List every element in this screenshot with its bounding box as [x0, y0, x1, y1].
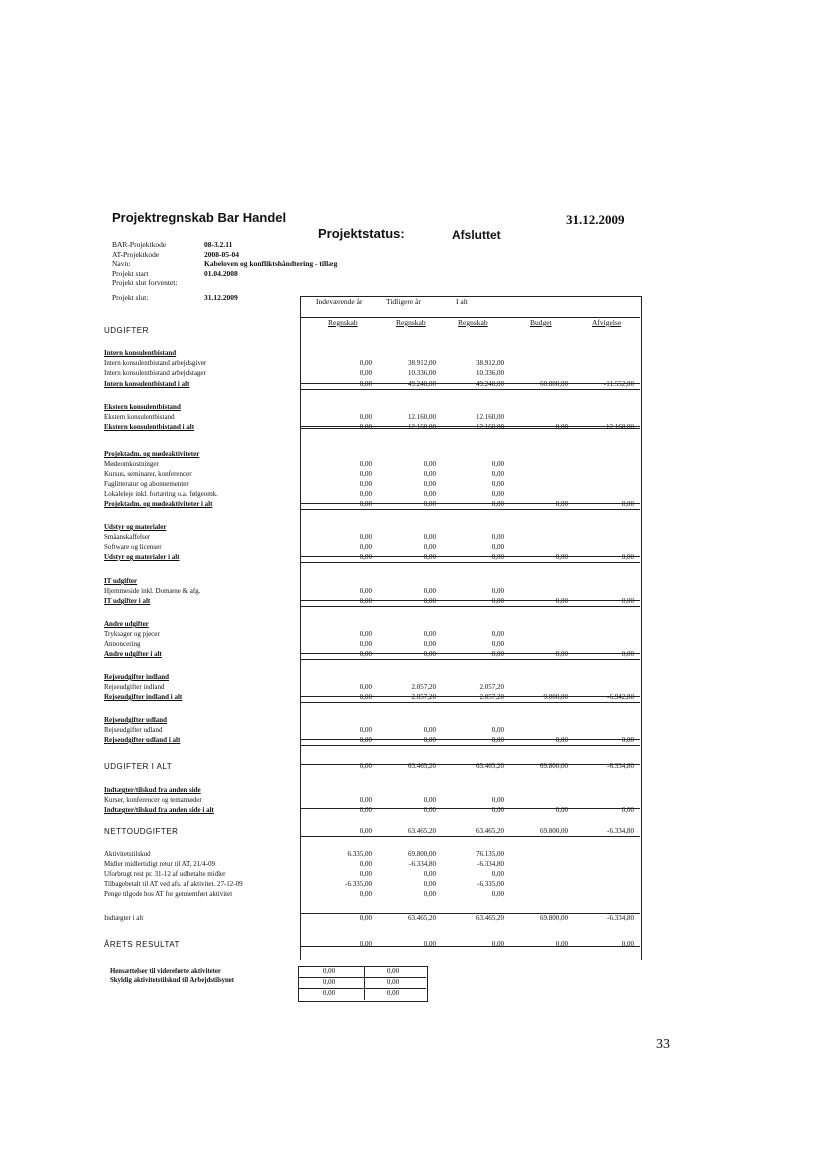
footer-box-value: 0,00 [322, 967, 336, 975]
row-value: -6.335,00 [345, 880, 372, 888]
row-value: 0,00 [491, 543, 504, 551]
column-header-top: Indeværende år [316, 297, 363, 306]
row-value: 63.465,20 [476, 762, 504, 770]
row-value: 0,00 [359, 650, 372, 658]
row-value: 0,00 [359, 640, 372, 648]
row-label: Rejseudgifter udland i alt [104, 736, 181, 744]
meta-label: Navn: [112, 259, 131, 268]
row-value: 0,00 [359, 762, 372, 770]
row-label: Udstyr og materialer i alt [104, 553, 180, 561]
row-label: UDGIFTER I ALT [104, 762, 173, 771]
row-value: 0,00 [359, 796, 372, 804]
row-value: 0,00 [491, 470, 504, 478]
row-value: 9.000,00 [543, 693, 568, 701]
row-label: Tryksager og pjecer [104, 630, 160, 638]
table-rule [300, 317, 640, 318]
row-value: 0,00 [491, 480, 504, 488]
row-value: -11.552,00 [603, 380, 634, 388]
row-value: 0,00 [359, 553, 372, 561]
table-rule [300, 426, 640, 427]
row-value: 0,00 [621, 500, 634, 508]
table-rule [300, 296, 640, 297]
row-value: 60.800,00 [540, 380, 568, 388]
table-rule [300, 696, 640, 697]
row-value: 63.465,20 [408, 827, 436, 835]
row-label: Rejseudgifter udland [104, 726, 163, 734]
row-value: 49.248,00 [476, 380, 504, 388]
row-value: 0,00 [555, 940, 568, 948]
document-date: 31.12.2009 [566, 212, 625, 227]
row-value: 0,00 [491, 806, 504, 814]
row-value: 0,00 [491, 736, 504, 744]
meta-label: Projekt start [112, 269, 149, 278]
row-label: Rejseudgifter udland [104, 716, 168, 724]
row-value: 12.160,00 [408, 413, 436, 421]
row-value: 0,00 [621, 736, 634, 744]
project-status-value: Afsluttet [452, 228, 501, 242]
row-value: 0,00 [423, 796, 436, 804]
row-value: 0,00 [359, 630, 372, 638]
row-value: 0,00 [359, 860, 372, 868]
row-value: 49.248,00 [408, 380, 436, 388]
row-label: Annoncering [104, 640, 141, 648]
row-value: 0,00 [423, 533, 436, 541]
row-value: 0,00 [491, 870, 504, 878]
row-value: 0,00 [621, 940, 634, 948]
row-label: Indtægter i alt [104, 914, 144, 922]
column-header: Regnskab [328, 318, 358, 327]
row-label: Kurser, konferencer og temamøder [104, 796, 202, 804]
row-value: 0,00 [359, 380, 372, 388]
row-label: Rejseudgifter indland [104, 673, 170, 681]
row-value: 0,00 [491, 533, 504, 541]
row-value: 0,00 [359, 827, 372, 835]
row-label: UDGIFTER [104, 326, 149, 335]
table-rule [300, 383, 640, 384]
row-value: 0,00 [423, 460, 436, 468]
row-value: 0,00 [555, 736, 568, 744]
row-value: 69.800,00 [540, 762, 568, 770]
row-value: 0,00 [359, 870, 372, 878]
table-rule [300, 653, 640, 654]
row-value: 0,00 [555, 500, 568, 508]
row-value: 0,00 [359, 423, 372, 431]
row-label: Projektadm. og mødeaktiviteter i alt [104, 500, 213, 508]
row-label: Intern konsulentbistand [104, 349, 177, 357]
footer-label: Hensættelser til videreførte aktiviteter [110, 968, 221, 975]
table-rule [300, 503, 640, 504]
project-status-label: Projektstatus: [318, 226, 405, 241]
row-value: 0,00 [359, 543, 372, 551]
meta-value: 2008-05-04 [204, 250, 239, 259]
row-value: 12.160,00 [476, 413, 504, 421]
row-value: 0,00 [359, 359, 372, 367]
row-value: 0,00 [491, 650, 504, 658]
row-value: 0,00 [423, 940, 436, 948]
row-value: 0,00 [621, 553, 634, 561]
row-value: 0,00 [359, 413, 372, 421]
row-label: Tilbagebetalt til AT ved afs. af aktivitet. 27-12-09 [104, 880, 243, 888]
row-value: 0,00 [491, 460, 504, 468]
table-rule [300, 739, 640, 740]
row-value: -6.334,80 [477, 860, 504, 868]
meta-value: 31.12.2009 [204, 293, 238, 302]
row-value: 38.912,00 [408, 359, 436, 367]
row-value: 0,00 [621, 806, 634, 814]
column-header-top: I alt [456, 297, 468, 306]
row-label: Ekstern konsulentbistand [104, 403, 181, 411]
row-value: 0,00 [423, 870, 436, 878]
row-value: 0,00 [491, 630, 504, 638]
row-label: Rejseudgifter indland [104, 683, 165, 691]
document-title: Projektregnskab Bar Handel [112, 210, 287, 225]
total-rule [300, 606, 640, 607]
row-value: 38.912,00 [476, 359, 504, 367]
row-value: 2.057,20 [411, 693, 436, 701]
column-header: Regnskab [396, 318, 426, 327]
row-value: 0,00 [359, 369, 372, 377]
row-value: 63.465,20 [408, 914, 436, 922]
row-value: 0,00 [423, 480, 436, 488]
total-rule [300, 509, 640, 510]
row-label: Hjemmeside inkl. Domæne & afg. [104, 587, 201, 595]
table-rule [300, 946, 640, 947]
row-value: 0,00 [423, 650, 436, 658]
row-value: 0,00 [423, 736, 436, 744]
row-value: 2.057,20 [479, 683, 504, 691]
row-value: 0,00 [359, 533, 372, 541]
row-label: Rejseudgifter indland i alt [104, 693, 183, 701]
row-value: 0,00 [359, 806, 372, 814]
footer-box-value: 0,00 [386, 989, 400, 997]
row-value: 0,00 [423, 630, 436, 638]
row-value: 0,00 [359, 587, 372, 595]
row-value: 63.465,20 [476, 827, 504, 835]
row-label: Småanskaffelser [104, 533, 151, 541]
row-label: Ekstern konsulentbistand [104, 413, 175, 421]
total-rule [300, 562, 640, 563]
row-value: 12.160,00 [606, 423, 634, 431]
row-value: 0,00 [555, 423, 568, 431]
row-value: 0,00 [359, 460, 372, 468]
row-value: 12.160,00 [408, 423, 436, 431]
row-label: IT udgifter [104, 577, 138, 585]
row-value: 63.465,20 [476, 914, 504, 922]
total-rule [300, 659, 640, 660]
row-value: 0,00 [359, 736, 372, 744]
row-value: -6.334,80 [607, 914, 634, 922]
table-rule [300, 808, 640, 809]
meta-value: 01.04.2008 [204, 269, 238, 278]
footer-box-value: 0,00 [386, 967, 400, 975]
row-value: 0,00 [359, 914, 372, 922]
row-value: -6.334,80 [409, 860, 436, 868]
row-value: 76.135,00 [476, 850, 504, 858]
row-value: 0,00 [491, 490, 504, 498]
row-value: 0,00 [359, 940, 372, 948]
row-value: 0,00 [621, 650, 634, 658]
row-value: 0,00 [359, 480, 372, 488]
row-value: 0,00 [491, 726, 504, 734]
row-value: 0,00 [423, 553, 436, 561]
row-value: 0,00 [555, 806, 568, 814]
row-value: 0,00 [423, 490, 436, 498]
row-value: 0,00 [359, 490, 372, 498]
row-value: 0,00 [423, 597, 436, 605]
table-rule [300, 556, 640, 557]
table-rule [300, 764, 640, 765]
row-value: 0,00 [359, 470, 372, 478]
row-value: 0,00 [491, 597, 504, 605]
row-label: Indtægter/tilskud fra anden side i alt [104, 806, 214, 814]
meta-label: AT-Projektkode [112, 250, 160, 259]
row-label: Faglitteratur og abonnementer [104, 480, 189, 488]
meta-label: Projekt slut: [112, 293, 149, 302]
footer-box-value: 0,00 [322, 978, 336, 986]
row-value: -6.942,80 [607, 693, 634, 701]
column-header-top: Tidligere år [386, 297, 421, 306]
table-rule [300, 913, 640, 914]
footer-box-value: 0,00 [322, 989, 336, 997]
footer-box-value: 0,00 [386, 978, 400, 986]
column-header: Afvigelse [592, 318, 622, 327]
row-label: Penge tilgode hos AT for gennemført aktivitet [104, 890, 233, 898]
footer-label: Skyldig aktivitetstilskud til Arbejdstilsynet [110, 977, 235, 984]
row-value: 2.057,20 [479, 693, 504, 701]
row-value: 0,00 [555, 553, 568, 561]
column-header: Regnskab [458, 318, 488, 327]
meta-label: BAR-Projektkode [112, 240, 167, 249]
row-value: 0,00 [423, 470, 436, 478]
meta-value: 08-3.2.11 [204, 240, 233, 249]
row-value: -6.334,80 [607, 827, 634, 835]
row-value: 0,00 [555, 597, 568, 605]
row-value: 0,00 [491, 640, 504, 648]
row-label: Aktivitetstilskud [104, 850, 151, 858]
row-value: 0,00 [491, 890, 504, 898]
row-label: Udstyr og materialer [104, 523, 167, 531]
row-value: 0,00 [359, 597, 372, 605]
row-value: 0,00 [423, 890, 436, 898]
row-value: 0,00 [621, 597, 634, 605]
row-value: 0,00 [359, 683, 372, 691]
row-value: 0,00 [491, 796, 504, 804]
column-header: Budget [530, 318, 552, 327]
row-value: 0,00 [423, 500, 436, 508]
row-label: Ekstern konsulentbistand i alt [104, 423, 195, 431]
row-value: 0,00 [359, 726, 372, 734]
footer-box-divider [364, 966, 365, 1000]
row-value: 0,00 [491, 940, 504, 948]
table-rule [300, 836, 640, 837]
row-label: Intern konsulentbistand arbejdstager [104, 369, 206, 377]
row-value: 0,00 [423, 640, 436, 648]
row-value: 12.160,00 [476, 423, 504, 431]
row-label: Mødeomkostninger [104, 460, 159, 468]
meta-value: Kabeloven og konfliktshåndtering - tillæg [204, 259, 338, 268]
row-label: Andre udgifter i alt [104, 650, 162, 658]
row-value: 0,00 [423, 587, 436, 595]
row-value: 0,00 [359, 693, 372, 701]
meta-label: Projekt slut forventet: [112, 278, 178, 287]
row-label: Andre udgifter [104, 620, 149, 628]
row-label: Lokaleleje inkl. fortæring o.a. følgeomk. [104, 490, 218, 498]
row-label: Midler midlertidigt retur til AT, 21/4-09 [104, 860, 216, 868]
row-value: 63.465,20 [408, 762, 436, 770]
row-value: 0,00 [423, 726, 436, 734]
row-value: 0,00 [423, 543, 436, 551]
page-number: 33 [656, 1037, 670, 1052]
row-value: 0,00 [359, 500, 372, 508]
row-label: Intern konsulentbistand i alt [104, 380, 190, 388]
row-value: -6.334,80 [607, 762, 634, 770]
row-label: ÅRETS RESULTAT [104, 940, 180, 949]
total-rule [300, 428, 640, 429]
table-rule [300, 600, 640, 601]
total-rule [300, 389, 640, 390]
row-value: 0,00 [491, 587, 504, 595]
row-value: 10.336,00 [408, 369, 436, 377]
row-label: Intern konsulentbistand arbejdsgiver [104, 359, 207, 367]
row-label: NETTOUDGIFTER [104, 827, 179, 836]
row-value: 0,00 [555, 650, 568, 658]
row-value: 69.800,00 [540, 914, 568, 922]
row-value: 2.057,20 [411, 683, 436, 691]
row-label: IT udgifter i alt [104, 597, 151, 605]
row-value: 6.335,00 [347, 850, 372, 858]
row-value: -6.335,00 [477, 880, 504, 888]
row-value: 0,00 [491, 500, 504, 508]
total-rule [300, 745, 640, 746]
row-label: Indtægter/tilskud fra anden side [104, 786, 201, 794]
row-label: Kursus, seminarer, konferencer [104, 470, 192, 478]
row-value: 10.336,00 [476, 369, 504, 377]
row-value: 69.800,00 [540, 827, 568, 835]
row-label: Projektadm. og mødeaktiviteter [104, 450, 200, 458]
row-value: 0,00 [423, 806, 436, 814]
row-label: Uforbrugt rest pr. 31-12 af udbetalte midler [104, 870, 226, 878]
row-value: 0,00 [359, 890, 372, 898]
row-value: 0,00 [491, 553, 504, 561]
row-label: Software og licenser [104, 543, 162, 551]
row-value: 0,00 [423, 880, 436, 888]
total-rule [300, 702, 640, 703]
row-value: 69.800,00 [408, 850, 436, 858]
